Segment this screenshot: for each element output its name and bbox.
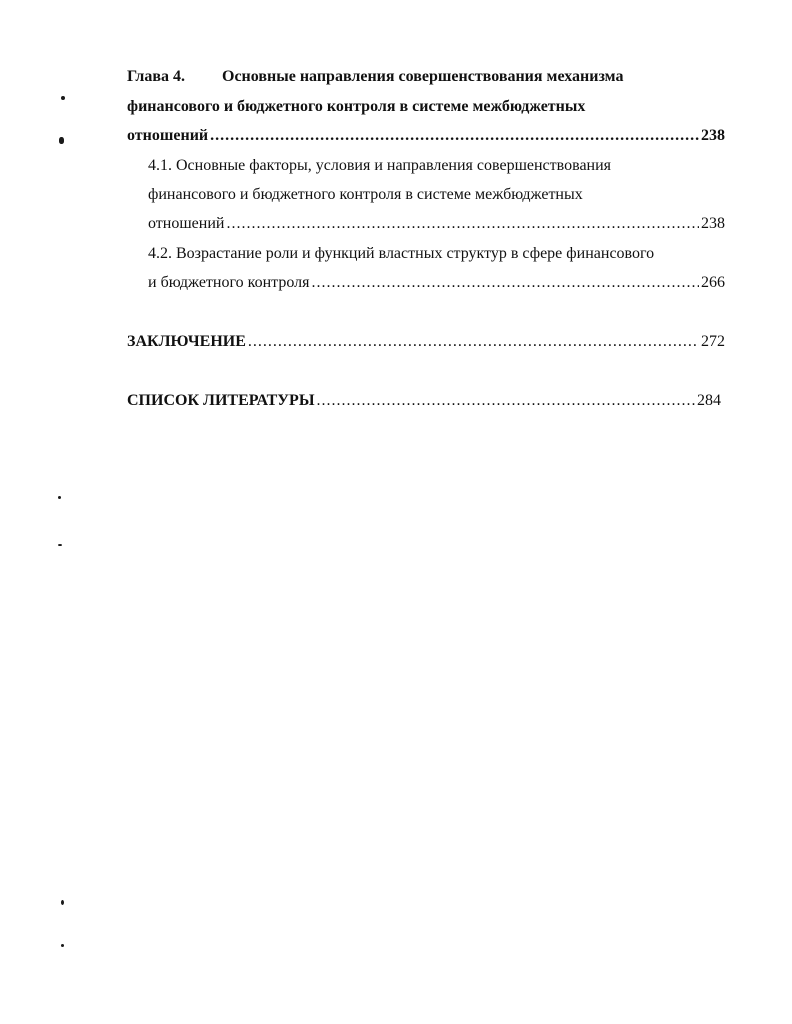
section-4-1-line-2: финансового и бюджетного контроля в системе межбюджетных xyxy=(148,186,583,203)
scan-speck xyxy=(61,900,64,905)
chapter-number: Глава 4. xyxy=(127,68,185,85)
leader-dots xyxy=(312,273,700,293)
chapter-title-line-2: финансового и бюджетного контроля в системе межбюджетных xyxy=(127,98,586,115)
conclusion-label: ЗАКЛЮЧЕНИЕ xyxy=(127,333,246,350)
scan-speck xyxy=(58,496,61,499)
section-4-2-line-1: 4.2. Возрастание роли и функций властных структур в сфере финансового xyxy=(148,245,655,262)
leader-dots xyxy=(248,332,699,352)
section-4-1-line-3 xyxy=(148,214,725,234)
section-4-1-last-word: отношений xyxy=(148,215,225,232)
chapter-title-line-1: Основные направления совершенствования механизма xyxy=(222,68,624,85)
section-4-2-last-words: и бюджетного контроля xyxy=(148,274,310,291)
chapter-page-number: 238 xyxy=(701,127,725,144)
leader-dots xyxy=(226,214,699,234)
scan-speck xyxy=(58,544,62,546)
leader-dots xyxy=(317,391,695,411)
references-entry xyxy=(127,391,721,411)
section-4-2-page-number: 266 xyxy=(701,274,725,291)
chapter-title-line-3 xyxy=(127,126,725,146)
section-4-2-line-2 xyxy=(148,273,725,293)
leader-dots xyxy=(210,126,699,146)
references-page-number: 284 xyxy=(697,392,721,409)
chapter-title-last-word: отношений xyxy=(127,127,209,144)
conclusion-entry xyxy=(127,332,725,352)
section-4-1-page-number: 238 xyxy=(701,215,725,232)
scan-speck xyxy=(59,137,64,144)
conclusion-page-number: 272 xyxy=(701,333,725,350)
section-4-1-line-1: 4.1. Основные факторы, условия и направления совершенствования xyxy=(148,157,612,174)
scan-speck xyxy=(61,96,65,100)
scan-speck xyxy=(61,944,64,947)
references-label: СПИСОК ЛИТЕРАТУРЫ xyxy=(127,392,315,409)
